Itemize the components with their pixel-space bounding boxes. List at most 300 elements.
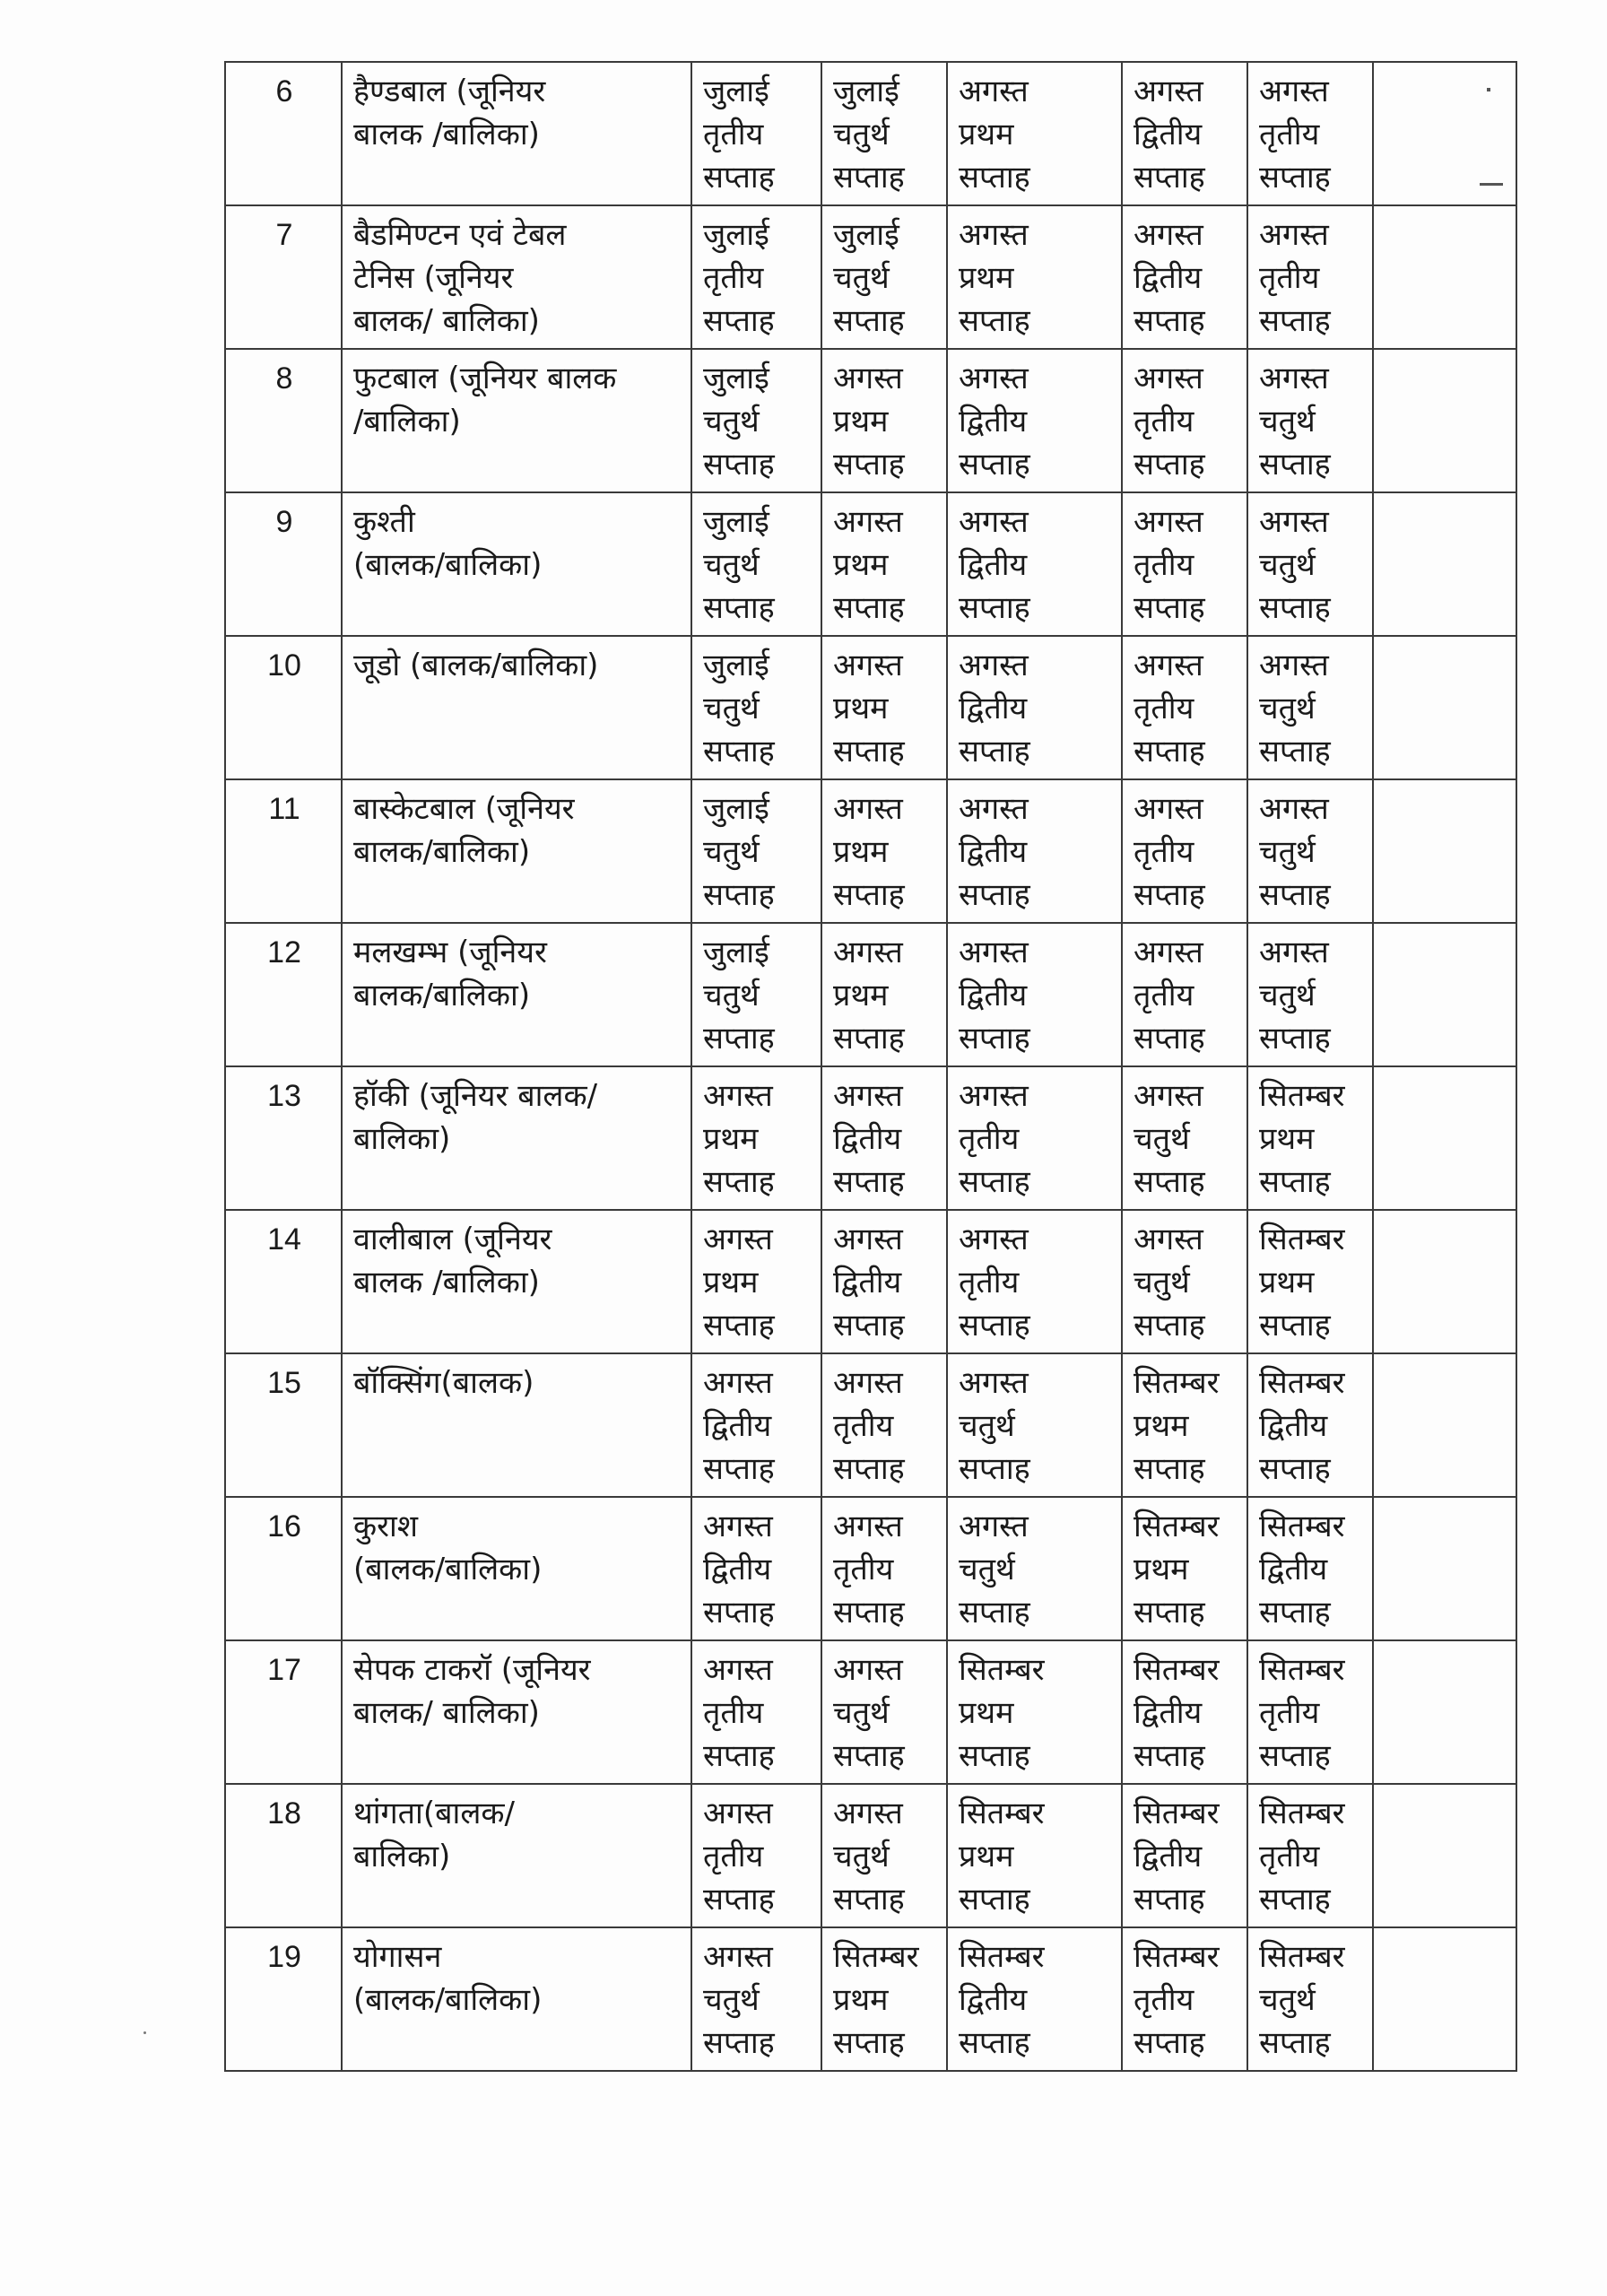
sport-name-cell <box>342 923 691 1066</box>
week-ordinal: तृतीय <box>959 1121 1020 1157</box>
month-label: सितम्बर <box>959 1652 1045 1688</box>
week-label: सप्ताह <box>1134 1021 1205 1057</box>
schedule-week-cell <box>1247 779 1373 923</box>
table-row <box>225 349 1516 492</box>
month-label: सितम्बर <box>1134 1509 1220 1544</box>
month-label: अगस्त <box>833 1796 903 1831</box>
schedule-week-cell <box>821 1927 947 2071</box>
schedule-week-cell <box>691 1210 821 1353</box>
schedule-week-cell <box>821 1353 947 1497</box>
schedule-week-cell <box>821 1640 947 1784</box>
month-label: सितम्बर <box>1259 1509 1345 1544</box>
table-row <box>225 1784 1516 1927</box>
week-label: सप्ताह <box>1134 1738 1205 1774</box>
week-label: सप्ताह <box>959 1308 1030 1344</box>
remarks-cell <box>1373 205 1516 349</box>
sport-name-line: बालिका) <box>353 1121 451 1157</box>
table-row <box>225 1497 1516 1640</box>
week-ordinal: चतुर्थ <box>1259 978 1316 1013</box>
table-row <box>225 636 1516 779</box>
sport-name-line: बालक/ बालिका) <box>353 1695 540 1731</box>
month-label: अगस्त <box>833 1078 903 1114</box>
sport-name-cell <box>342 349 691 492</box>
week-label: सप्ताह <box>703 1738 775 1774</box>
month-label: जुलाई <box>833 217 899 253</box>
month-label: सितम्बर <box>1259 1939 1345 1975</box>
month-label: अगस्त <box>833 1509 903 1544</box>
month-label: अगस्त <box>703 1652 773 1688</box>
sport-name-line: जूडो (बालक/बालिका) <box>353 648 599 683</box>
schedule-week-cell <box>691 1640 821 1784</box>
sport-name-line: बालक/बालिका) <box>353 978 531 1013</box>
table-row <box>225 1066 1516 1210</box>
week-ordinal: तृतीय <box>833 1408 894 1444</box>
serial-number: 9 <box>225 492 342 636</box>
remarks-cell <box>1373 1353 1516 1497</box>
serial-number: 7 <box>225 205 342 349</box>
week-label: सप्ताह <box>833 160 905 196</box>
month-label: अगस्त <box>1259 648 1329 683</box>
schedule-week-cell <box>1122 62 1247 205</box>
sport-name-line: बालक /बालिका) <box>353 1265 540 1300</box>
week-label: सप्ताह <box>703 877 775 913</box>
week-ordinal: द्वितीय <box>1134 117 1203 152</box>
schedule-week-cell <box>691 1066 821 1210</box>
sport-name-line: बालक/बालिका) <box>353 834 531 870</box>
month-label: अगस्त <box>703 1365 773 1401</box>
week-label: सप्ताह <box>1259 1164 1331 1200</box>
sport-name-line: (बालक/बालिका) <box>353 547 543 583</box>
week-label: सप्ताह <box>959 1451 1030 1487</box>
table-row <box>225 1353 1516 1497</box>
schedule-week-cell <box>947 1353 1122 1497</box>
week-ordinal: प्रथम <box>833 978 889 1013</box>
month-label: जुलाई <box>703 935 769 970</box>
week-ordinal: द्वितीय <box>833 1121 902 1157</box>
week-label: सप्ताह <box>1134 447 1205 483</box>
sport-name-line: (बालक/बालिका) <box>353 1552 543 1587</box>
month-label: सितम्बर <box>959 1939 1045 1975</box>
month-label: अगस्त <box>1134 361 1203 396</box>
week-label: सप्ताह <box>833 734 905 770</box>
sport-name-cell <box>342 1640 691 1784</box>
schedule-week-cell <box>1122 1784 1247 1927</box>
schedule-week-cell <box>821 62 947 205</box>
month-label: अगस्त <box>959 935 1029 970</box>
week-label: सप्ताह <box>1259 2025 1331 2061</box>
month-label: अगस्त <box>703 1078 773 1114</box>
month-label: जुलाई <box>703 648 769 683</box>
month-label: सितम्बर <box>833 1939 919 1975</box>
sport-name-cell <box>342 1353 691 1497</box>
schedule-week-cell <box>821 923 947 1066</box>
week-ordinal: चतुर्थ <box>1259 1982 1316 2018</box>
schedule-week-cell <box>691 1353 821 1497</box>
week-ordinal: तृतीय <box>1134 404 1194 439</box>
sport-name-line: फुटबाल (जूनियर बालक <box>353 361 617 396</box>
month-label: अगस्त <box>703 1222 773 1257</box>
month-label: अगस्त <box>959 1078 1029 1114</box>
month-label: अगस्त <box>959 504 1029 540</box>
remarks-cell <box>1373 779 1516 923</box>
month-label: सितम्बर <box>1134 1652 1220 1688</box>
sport-name-line: हैण्डबाल (जूनियर <box>353 74 546 109</box>
month-label: अगस्त <box>1134 1222 1203 1257</box>
month-label: जुलाई <box>703 217 769 253</box>
week-ordinal: प्रथम <box>833 547 889 583</box>
week-label: सप्ताह <box>703 1882 775 1918</box>
schedule-week-cell <box>691 349 821 492</box>
week-ordinal: द्वितीय <box>1134 1695 1203 1731</box>
serial-number: 13 <box>225 1066 342 1210</box>
week-label: सप्ताह <box>959 1738 1030 1774</box>
week-label: सप्ताह <box>833 1738 905 1774</box>
week-ordinal: प्रथम <box>959 1839 1014 1874</box>
week-label: सप्ताह <box>959 447 1030 483</box>
month-label: अगस्त <box>1134 217 1203 253</box>
month-label: अगस्त <box>1134 1078 1203 1114</box>
week-label: सप्ताह <box>703 1595 775 1631</box>
week-label: सप्ताह <box>1134 877 1205 913</box>
schedule-week-cell <box>947 205 1122 349</box>
schedule-week-cell <box>1247 1927 1373 2071</box>
table-row <box>225 779 1516 923</box>
serial-number: 12 <box>225 923 342 1066</box>
week-ordinal: द्वितीय <box>703 1408 772 1444</box>
month-label: सितम्बर <box>1259 1078 1345 1114</box>
week-label: सप्ताह <box>959 2025 1030 2061</box>
week-ordinal: तृतीय <box>703 117 764 152</box>
week-ordinal: चतुर्थ <box>703 404 760 439</box>
month-label: अगस्त <box>1134 504 1203 540</box>
week-ordinal: तृतीय <box>1134 691 1194 726</box>
week-label: सप्ताह <box>833 590 905 626</box>
month-label: अगस्त <box>1259 361 1329 396</box>
week-label: सप्ताह <box>959 1882 1030 1918</box>
week-ordinal: चतुर्थ <box>959 1552 1015 1587</box>
schedule-week-cell <box>1247 1640 1373 1784</box>
remarks-cell <box>1373 923 1516 1066</box>
week-ordinal: तृतीय <box>1134 978 1194 1013</box>
sport-name-line: टेनिस (जूनियर <box>353 260 514 296</box>
week-ordinal: द्वितीय <box>1134 1839 1203 1874</box>
schedule-week-cell <box>1122 205 1247 349</box>
week-ordinal: तृतीय <box>703 260 764 296</box>
schedule-week-cell <box>821 1210 947 1353</box>
sport-name-line: बास्केटबाल (जूनियर <box>353 791 575 827</box>
week-label: सप्ताह <box>833 303 905 339</box>
week-label: सप्ताह <box>833 447 905 483</box>
table-row <box>225 1640 1516 1784</box>
week-label: सप्ताह <box>833 2025 905 2061</box>
serial-number: 11 <box>225 779 342 923</box>
week-ordinal: चतुर्थ <box>959 1408 1015 1444</box>
week-ordinal: द्वितीय <box>959 978 1028 1013</box>
month-label: अगस्त <box>1259 935 1329 970</box>
month-label: अगस्त <box>1259 217 1329 253</box>
remarks-cell <box>1373 1210 1516 1353</box>
month-label: अगस्त <box>1259 791 1329 827</box>
week-label: सप्ताह <box>959 1595 1030 1631</box>
week-label: सप्ताह <box>959 1164 1030 1200</box>
week-ordinal: प्रथम <box>833 404 889 439</box>
schedule-week-cell <box>947 779 1122 923</box>
week-ordinal: तृतीय <box>1134 547 1194 583</box>
month-label: सितम्बर <box>1259 1652 1345 1688</box>
sport-name-cell <box>342 1784 691 1927</box>
week-ordinal: प्रथम <box>1259 1121 1315 1157</box>
month-label: अगस्त <box>703 1509 773 1544</box>
sport-name-cell <box>342 62 691 205</box>
month-label: अगस्त <box>959 648 1029 683</box>
week-label: सप्ताह <box>1134 1451 1205 1487</box>
week-label: सप्ताह <box>1259 877 1331 913</box>
schedule-week-cell <box>1122 1640 1247 1784</box>
week-label: सप्ताह <box>1134 1595 1205 1631</box>
sport-name-cell <box>342 492 691 636</box>
schedule-week-cell <box>1122 636 1247 779</box>
week-label: सप्ताह <box>833 1451 905 1487</box>
serial-number: 18 <box>225 1784 342 1927</box>
week-ordinal: चतुर्थ <box>703 834 760 870</box>
schedule-week-cell <box>821 636 947 779</box>
schedule-week-cell <box>947 1210 1122 1353</box>
week-label: सप्ताह <box>833 1308 905 1344</box>
schedule-week-cell <box>1247 205 1373 349</box>
week-label: सप्ताह <box>1134 303 1205 339</box>
schedule-week-cell <box>691 492 821 636</box>
week-label: सप्ताह <box>833 1164 905 1200</box>
schedule-week-cell <box>1122 1497 1247 1640</box>
week-ordinal: प्रथम <box>703 1121 759 1157</box>
month-label: जुलाई <box>703 504 769 540</box>
sport-name-line: मलखम्भ (जूनियर <box>353 935 547 970</box>
week-ordinal: चतुर्थ <box>703 547 760 583</box>
week-label: सप्ताह <box>703 1451 775 1487</box>
week-label: सप्ताह <box>703 2025 775 2061</box>
schedule-week-cell <box>1247 492 1373 636</box>
schedule-week-cell <box>821 1066 947 1210</box>
week-label: सप्ताह <box>703 303 775 339</box>
schedule-week-cell <box>947 636 1122 779</box>
week-ordinal: प्रथम <box>1134 1408 1189 1444</box>
month-label: अगस्त <box>833 1222 903 1257</box>
schedule-week-cell <box>1122 1066 1247 1210</box>
schedule-week-cell <box>821 492 947 636</box>
week-ordinal: चतुर्थ <box>1259 691 1316 726</box>
week-ordinal: प्रथम <box>703 1265 759 1300</box>
week-label: सप्ताह <box>959 160 1030 196</box>
schedule-week-cell <box>821 205 947 349</box>
week-label: सप्ताह <box>1259 1738 1331 1774</box>
week-ordinal: द्वितीय <box>703 1552 772 1587</box>
remarks-cell <box>1373 492 1516 636</box>
schedule-week-cell <box>821 1784 947 1927</box>
sport-name-cell <box>342 779 691 923</box>
week-label: सप्ताह <box>1259 590 1331 626</box>
month-label: जुलाई <box>703 361 769 396</box>
schedule-week-cell <box>691 1784 821 1927</box>
month-label: अगस्त <box>703 1939 773 1975</box>
week-label: सप्ताह <box>1259 734 1331 770</box>
week-label: सप्ताह <box>1134 160 1205 196</box>
week-label: सप्ताह <box>833 877 905 913</box>
week-ordinal: द्वितीय <box>959 691 1028 726</box>
schedule-week-cell <box>1122 349 1247 492</box>
month-label: अगस्त <box>959 1222 1029 1257</box>
week-label: सप्ताह <box>959 590 1030 626</box>
remarks-cell <box>1373 1927 1516 2071</box>
week-label: सप्ताह <box>703 447 775 483</box>
table-row <box>225 205 1516 349</box>
sport-name-cell <box>342 1066 691 1210</box>
week-ordinal: चतुर्थ <box>703 1982 760 2018</box>
week-ordinal: प्रथम <box>1134 1552 1189 1587</box>
week-ordinal: चतुर्थ <box>1134 1121 1190 1157</box>
week-ordinal: चतुर्थ <box>1259 834 1316 870</box>
week-label: सप्ताह <box>703 590 775 626</box>
remarks-cell <box>1373 1784 1516 1927</box>
week-ordinal: तृतीय <box>1259 1839 1320 1874</box>
serial-number: 14 <box>225 1210 342 1353</box>
sport-name-line: (बालक/बालिका) <box>353 1982 543 2018</box>
schedule-week-cell <box>1247 349 1373 492</box>
serial-number: 19 <box>225 1927 342 2071</box>
sport-name-cell <box>342 1927 691 2071</box>
schedule-week-cell <box>1122 492 1247 636</box>
schedule-week-cell <box>821 1497 947 1640</box>
remarks-cell <box>1373 1640 1516 1784</box>
schedule-week-cell <box>1247 1784 1373 1927</box>
week-label: सप्ताह <box>833 1021 905 1057</box>
week-ordinal: द्वितीय <box>959 547 1028 583</box>
week-ordinal: प्रथम <box>833 834 889 870</box>
week-ordinal: द्वितीय <box>1134 260 1203 296</box>
week-label: सप्ताह <box>959 1021 1030 1057</box>
scan-speck <box>143 2031 146 2034</box>
schedule-week-cell <box>1247 1210 1373 1353</box>
serial-number: 8 <box>225 349 342 492</box>
serial-number: 16 <box>225 1497 342 1640</box>
week-ordinal: द्वितीय <box>959 404 1028 439</box>
scan-edge-mark <box>1480 183 1503 186</box>
serial-number: 6 <box>225 62 342 205</box>
week-ordinal: चतुर्थ <box>1134 1265 1190 1300</box>
schedule-week-cell <box>947 1927 1122 2071</box>
month-label: जुलाई <box>703 74 769 109</box>
week-label: सप्ताह <box>1134 1164 1205 1200</box>
schedule-week-cell <box>691 779 821 923</box>
month-label: अगस्त <box>703 1796 773 1831</box>
schedule-week-cell <box>1247 1497 1373 1640</box>
week-label: सप्ताह <box>1134 1308 1205 1344</box>
week-ordinal: चतुर्थ <box>703 691 760 726</box>
schedule-week-cell <box>691 1497 821 1640</box>
week-label: सप्ताह <box>959 877 1030 913</box>
week-label: सप्ताह <box>1259 1882 1331 1918</box>
schedule-week-cell <box>691 62 821 205</box>
sport-name-cell <box>342 1497 691 1640</box>
month-label: सितम्बर <box>1259 1796 1345 1831</box>
week-label: सप्ताह <box>703 160 775 196</box>
week-ordinal: तृतीय <box>1134 834 1194 870</box>
week-label: सप्ताह <box>1134 1882 1205 1918</box>
serial-number: 17 <box>225 1640 342 1784</box>
month-label: अगस्त <box>959 74 1029 109</box>
month-label: अगस्त <box>1134 935 1203 970</box>
schedule-week-cell <box>1247 1066 1373 1210</box>
week-ordinal: तृतीय <box>1134 1982 1194 2018</box>
week-ordinal: चतुर्थ <box>833 1695 890 1731</box>
table-row <box>225 492 1516 636</box>
week-ordinal: चतुर्थ <box>703 978 760 1013</box>
remarks-cell <box>1373 349 1516 492</box>
month-label: अगस्त <box>1134 74 1203 109</box>
month-label: सितम्बर <box>1259 1365 1345 1401</box>
sport-name-line: सेपक टाकरॉ (जूनियर <box>353 1652 591 1688</box>
week-label: सप्ताह <box>1134 2025 1205 2061</box>
week-ordinal: तृतीय <box>1259 1695 1320 1731</box>
week-ordinal: चतुर्थ <box>833 260 890 296</box>
week-ordinal: द्वितीय <box>833 1265 902 1300</box>
week-ordinal: द्वितीय <box>959 1982 1028 2018</box>
week-ordinal: तृतीय <box>833 1552 894 1587</box>
month-label: अगस्त <box>833 504 903 540</box>
schedule-week-cell <box>691 1927 821 2071</box>
week-label: सप्ताह <box>1259 1308 1331 1344</box>
week-ordinal: तृतीय <box>959 1265 1020 1300</box>
week-ordinal: तृतीय <box>703 1839 764 1874</box>
table-row <box>225 923 1516 1066</box>
schedule-week-cell <box>947 1066 1122 1210</box>
schedule-week-cell <box>947 1640 1122 1784</box>
week-ordinal: तृतीय <box>1259 117 1320 152</box>
sport-name-line: बैडमिण्टन एवं टेबल <box>353 217 567 253</box>
schedule-week-cell <box>947 1497 1122 1640</box>
week-ordinal: द्वितीय <box>1259 1408 1328 1444</box>
remarks-cell <box>1373 636 1516 779</box>
week-label: सप्ताह <box>703 1308 775 1344</box>
sport-name-cell <box>342 636 691 779</box>
sport-name-cell <box>342 205 691 349</box>
week-label: सप्ताह <box>1259 160 1331 196</box>
sport-name-line: थांगता(बालक/ <box>353 1796 515 1831</box>
week-ordinal: प्रथम <box>959 1695 1014 1731</box>
schedule-week-cell <box>947 349 1122 492</box>
sport-name-line: बालक/ बालिका) <box>353 303 540 339</box>
month-label: अगस्त <box>959 217 1029 253</box>
table-row <box>225 1927 1516 2071</box>
scan-edge-mark <box>1487 88 1490 91</box>
schedule-week-cell <box>1122 1927 1247 2071</box>
month-label: अगस्त <box>833 935 903 970</box>
week-label: सप्ताह <box>703 1021 775 1057</box>
schedule-week-cell <box>821 349 947 492</box>
month-label: अगस्त <box>1259 74 1329 109</box>
schedule-week-cell <box>947 923 1122 1066</box>
competition-schedule-table <box>224 61 1517 2072</box>
week-label: सप्ताह <box>833 1595 905 1631</box>
schedule-week-cell <box>1247 1353 1373 1497</box>
month-label: अगस्त <box>833 648 903 683</box>
month-label: सितम्बर <box>1134 1939 1220 1975</box>
week-label: सप्ताह <box>1259 447 1331 483</box>
schedule-week-cell <box>691 205 821 349</box>
week-label: सप्ताह <box>703 734 775 770</box>
month-label: अगस्त <box>1134 791 1203 827</box>
sport-name-line: बालिका) <box>353 1839 451 1874</box>
week-ordinal: चतुर्थ <box>1259 547 1316 583</box>
